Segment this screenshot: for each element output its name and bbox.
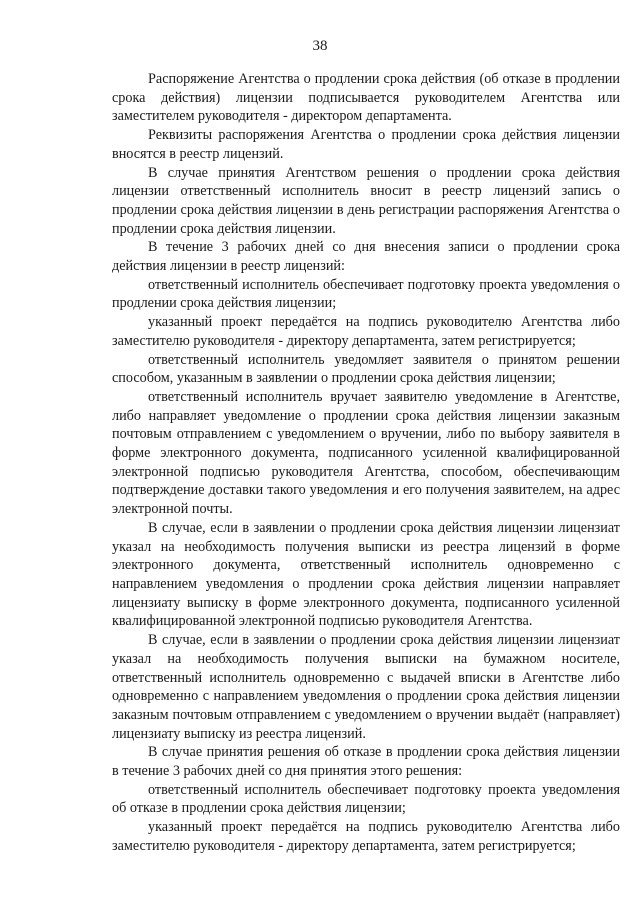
paragraph: ответственный исполнитель вручает заявителю уведомление в Агентстве, либо направляет уведомление о продлении срока действия лицензии заказным почтовым отправлением с уведомлением о вручении, либо по выбору заявителя в форме электронного документа, подписанного усиленной квалифицированной электронной подписью руководителя Агентства, способом, обеспечивающим подтверждение доставки такого уведомления и его получения заявителем, на адрес электронной почты. — [112, 388, 620, 518]
document-body — [112, 70, 620, 856]
paragraph: указанный проект передаётся на подпись руководителю Агентства либо заместителю руководителя - директору департамента, затем регистрируется; — [112, 314, 620, 349]
paragraph: ответственный исполнитель уведомляет заявителя о принятом решении способом, указанным в заявлении о продлении срока действия лицензии; — [112, 351, 620, 387]
paragraph: Реквизиты распоряжения Агентства о продлении срока действия лицензии вносятся в реестр лицензий. — [112, 127, 620, 162]
paragraph: Распоряжение Агентства о продлении срока действия (об отказе в продлении срока действия) лицензии подписывается руководителем Агентства или заместителем руководителя - директором департамента. — [112, 71, 620, 125]
page-number: 38 — [312, 38, 328, 54]
paragraph: В случае принятия Агентством решения о продлении срока действия лицензии ответственный исполнитель вносит в реестр лицензий запись о продлении срока действия лицензии в день регистрации распоряжения Агентства о продлении срока действия лицензии. — [112, 164, 620, 237]
paragraph: В случае, если в заявлении о продлении срока действия лицензии лицензиат указал на необходимость получения выписки из реестра лицензий в форме электронного документа, ответственный исполнитель одновременно с направлением уведомления о продлении срока действия лицензии направляет лицензиату выписку в форме электронного документа, подписанного усиленной квалифицированной электронной подписью руководителя Агентства. — [112, 519, 620, 630]
paragraph: В течение 3 рабочих дней со дня внесения записи о продлении срока действия лицензии в реестр лицензий: — [112, 239, 620, 275]
paragraph: В случае, если в заявлении о продлении срока действия лицензии лицензиат указал на необходимость получения выписки на бумажном носителе, ответственный исполнитель одновременно с выдачей вписки в Агентстве либо одновременно с направлением уведомления о продлении срока действия лицензии заказным почтовым отправлением с уведомлением о вручении выдаёт (направляет) лицензиату выписку из реестра лицензий. — [112, 632, 620, 742]
paragraph: ответственный исполнитель обеспечивает подготовку проекта уведомления об отказе в продлении срока действия лицензии; — [112, 781, 620, 817]
paragraph: ответственный исполнитель обеспечивает подготовку проекта уведомления о продлении срока действия лицензии; — [112, 276, 620, 312]
paragraph: В случае принятия решения об отказе в продлении срока действия лицензии в течение 3 рабочих дней со дня принятия этого решения: — [112, 744, 620, 780]
paragraph: указанный проект передаётся на подпись руководителю Агентства либо заместителю руководителя - директору департамента, затем регистрируется; — [112, 819, 620, 854]
